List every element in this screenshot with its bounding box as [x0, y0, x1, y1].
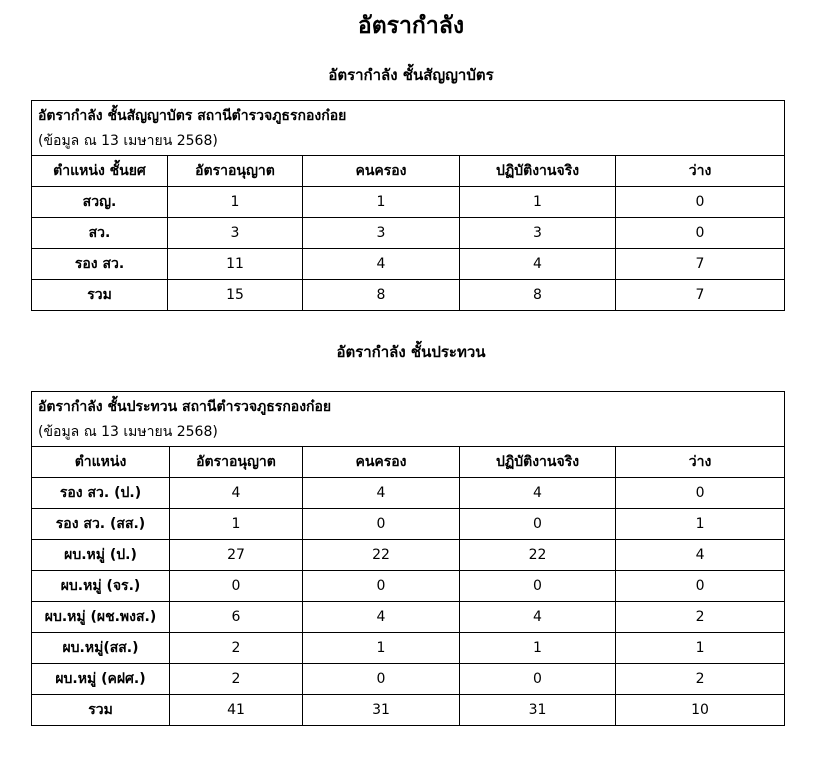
on-duty-cell: 0 — [460, 664, 616, 695]
table-caption-date: (ข้อมูล ณ 13 เมษายน 2568) — [38, 424, 218, 440]
authorized-cell: 1 — [170, 509, 303, 540]
authorized-cell: 2 — [170, 633, 303, 664]
column-header-authorized: อัตราอนุญาต — [168, 156, 303, 187]
on-duty-cell: 22 — [460, 540, 616, 571]
column-header-on-duty: ปฏิบัติงานจริง — [460, 447, 616, 478]
total-filled-cell: 8 — [303, 280, 460, 311]
page-title: อัตรากำลัง — [357, 13, 465, 39]
table-caption-date: (ข้อมูล ณ 13 เมษายน 2568) — [38, 133, 218, 149]
on-duty-cell: 1 — [460, 633, 616, 664]
filled-cell: 0 — [303, 509, 460, 540]
authorized-cell: 1 — [168, 187, 303, 218]
column-header-filled: คนครอง — [303, 447, 460, 478]
on-duty-cell: 1 — [460, 187, 616, 218]
authorized-cell: 11 — [168, 249, 303, 280]
column-header-authorized: อัตราอนุญาต — [170, 447, 303, 478]
column-header-vacant: ว่าง — [616, 447, 785, 478]
section-heading-non-commissioned: อัตรากำลัง ชั้นประทวน — [336, 343, 486, 361]
authorized-cell: 2 — [170, 664, 303, 695]
filled-cell: 0 — [303, 571, 460, 602]
filled-cell: 1 — [303, 187, 460, 218]
vacant-cell: 0 — [616, 187, 785, 218]
commissioned-staffing-table — [31, 100, 785, 311]
position-cell: สวญ. — [32, 187, 168, 218]
filled-cell: 4 — [303, 249, 460, 280]
filled-cell: 22 — [303, 540, 460, 571]
position-cell: รอง สว. (ป.) — [32, 478, 170, 509]
position-cell: ผบ.หมู่ (คฝศ.) — [32, 664, 170, 695]
total-authorized-cell: 15 — [168, 280, 303, 311]
on-duty-cell: 4 — [460, 478, 616, 509]
column-header-vacant: ว่าง — [616, 156, 785, 187]
total-vacant-cell: 7 — [616, 280, 785, 311]
table-row — [32, 187, 785, 218]
authorized-cell: 6 — [170, 602, 303, 633]
table-caption-title: อัตรากำลัง ชั้นสัญญาบัตร สถานีตำรวจภูธรกองก๋อย — [38, 108, 347, 124]
section-heading-commissioned: อัตรากำลัง ชั้นสัญญาบัตร — [328, 66, 494, 84]
table-caption-row — [32, 392, 785, 447]
total-authorized-cell: 41 — [170, 695, 303, 726]
authorized-cell: 3 — [168, 218, 303, 249]
on-duty-cell: 4 — [460, 249, 616, 280]
filled-cell: 1 — [303, 633, 460, 664]
total-vacant-cell: 10 — [616, 695, 785, 726]
on-duty-cell: 0 — [460, 509, 616, 540]
filled-cell: 4 — [303, 602, 460, 633]
table-header-row — [32, 156, 785, 187]
total-on-duty-cell: 8 — [460, 280, 616, 311]
total-filled-cell: 31 — [303, 695, 460, 726]
position-cell: ผบ.หมู่ (ป.) — [32, 540, 170, 571]
position-cell: ผบ.หมู่(สส.) — [32, 633, 170, 664]
table-caption-row — [32, 101, 785, 156]
table-row — [32, 664, 785, 695]
non-commissioned-staffing-table — [31, 391, 785, 726]
authorized-cell: 27 — [170, 540, 303, 571]
position-cell: ผบ.หมู่ (ผช.พงส.) — [32, 602, 170, 633]
filled-cell: 3 — [303, 218, 460, 249]
vacant-cell: 4 — [616, 540, 785, 571]
vacant-cell: 0 — [616, 571, 785, 602]
position-cell: รอง สว. (สส.) — [32, 509, 170, 540]
vacant-cell: 1 — [616, 509, 785, 540]
vacant-cell: 7 — [616, 249, 785, 280]
table-header-row — [32, 447, 785, 478]
table-row — [32, 509, 785, 540]
vacant-cell: 0 — [616, 218, 785, 249]
vacant-cell: 1 — [616, 633, 785, 664]
total-on-duty-cell: 31 — [460, 695, 616, 726]
table-caption — [32, 392, 785, 447]
position-cell: สว. — [32, 218, 168, 249]
table-total-row — [32, 695, 785, 726]
column-header-position: ตำแหน่ง ชั้นยศ — [32, 156, 168, 187]
total-label-cell: รวม — [32, 280, 168, 311]
on-duty-cell: 0 — [460, 571, 616, 602]
filled-cell: 4 — [303, 478, 460, 509]
on-duty-cell: 3 — [460, 218, 616, 249]
table-row — [32, 249, 785, 280]
filled-cell: 0 — [303, 664, 460, 695]
vacant-cell: 2 — [616, 664, 785, 695]
table-row — [32, 602, 785, 633]
total-label-cell: รวม — [32, 695, 170, 726]
table-row — [32, 571, 785, 602]
column-header-filled: คนครอง — [303, 156, 460, 187]
authorized-cell: 0 — [170, 571, 303, 602]
table-row — [32, 540, 785, 571]
table-row — [32, 478, 785, 509]
vacant-cell: 2 — [616, 602, 785, 633]
table-caption-title: อัตรากำลัง ชั้นประทวน สถานีตำรวจภูธรกองก๋อย — [38, 399, 332, 415]
position-cell: รอง สว. — [32, 249, 168, 280]
position-cell: ผบ.หมู่ (จร.) — [32, 571, 170, 602]
on-duty-cell: 4 — [460, 602, 616, 633]
table-total-row — [32, 280, 785, 311]
column-header-position: ตำแหน่ง — [32, 447, 170, 478]
column-header-on-duty: ปฏิบัติงานจริง — [460, 156, 616, 187]
table-row — [32, 218, 785, 249]
authorized-cell: 4 — [170, 478, 303, 509]
table-row — [32, 633, 785, 664]
table-caption — [32, 101, 785, 156]
vacant-cell: 0 — [616, 478, 785, 509]
